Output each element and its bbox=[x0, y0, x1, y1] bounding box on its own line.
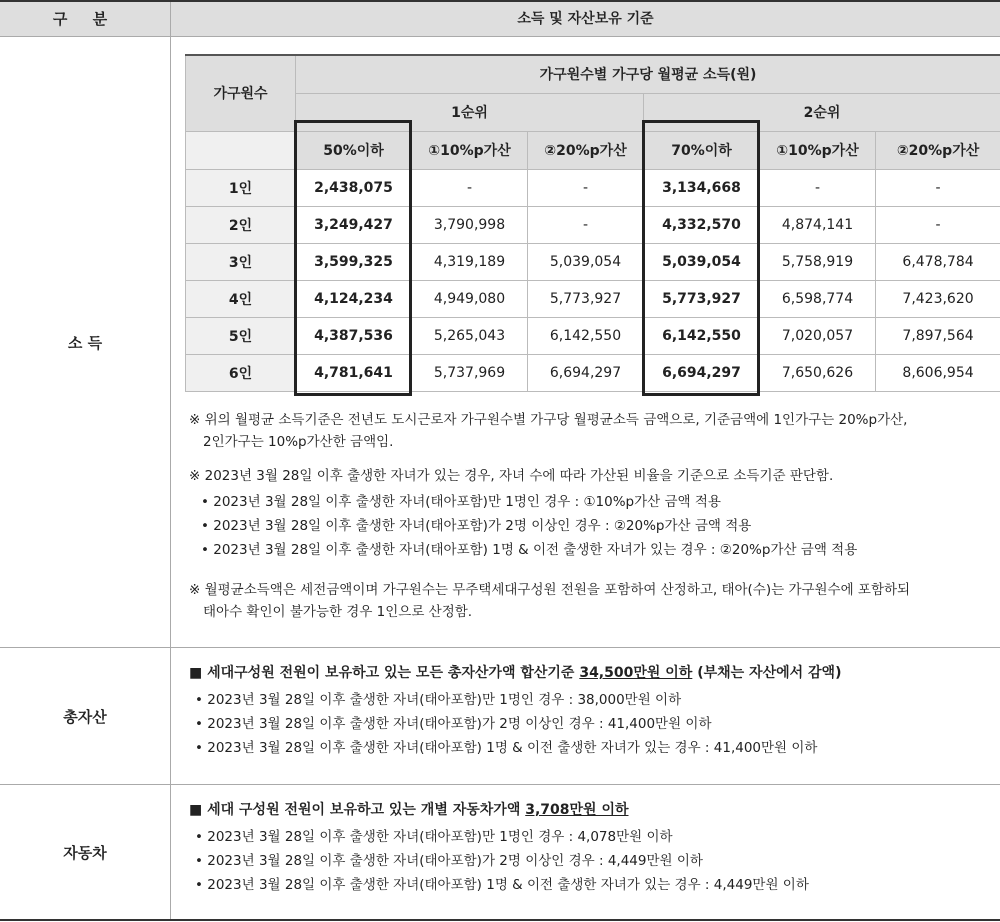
bullet-item: • 2023년 3월 28일 이후 출생한 자녀(태아포함)만 1명인 경우 : 4,078만원 이하 bbox=[195, 829, 673, 845]
table-cell: 6,694,297 bbox=[528, 354, 644, 391]
table-cell: 5,737,969 bbox=[412, 354, 528, 391]
table-row bbox=[186, 317, 1000, 354]
rank2-header: 2순위 bbox=[644, 93, 1000, 131]
assets-label: 총자산 bbox=[0, 648, 171, 784]
table-cell: 5,039,054 bbox=[644, 243, 760, 280]
table-cell: 7,650,626 bbox=[760, 354, 876, 391]
assets-limit: 34,500만원 이하 bbox=[579, 665, 693, 681]
table-cell: - bbox=[760, 169, 876, 206]
bullet-item: • 2023년 3월 28일 이후 출생한 자녀(태아포함)만 1명인 경우 : 38,000만원 이하 bbox=[195, 692, 682, 708]
car-section bbox=[0, 785, 1000, 921]
col-header: ②20%p가산 bbox=[528, 131, 644, 169]
note-line: 2인가구는 10%p가산한 금액임. bbox=[203, 434, 394, 450]
note-line: ※ 위의 월평균 소득기준은 전년도 도시근로자 가구원수별 가구당 월평균소득 금액으로, 기준금액에 1인가구는 20%p가산, bbox=[189, 412, 908, 428]
car-bullets bbox=[195, 825, 809, 897]
row-header: 3인 bbox=[186, 243, 296, 280]
car-body bbox=[171, 785, 1000, 919]
table-cell: 4,332,570 bbox=[644, 206, 760, 243]
col-header: 50%이하 bbox=[296, 131, 412, 169]
income-table bbox=[185, 54, 1000, 392]
income-body bbox=[171, 37, 1000, 647]
assets-section bbox=[0, 648, 1000, 785]
row-header: 4인 bbox=[186, 280, 296, 317]
bullet-item: • 2023년 3월 28일 이후 출생한 자녀(태아포함)가 2명 이상인 경우 : ②20%p가산 금액 적용 bbox=[201, 518, 752, 534]
assets-bullets bbox=[195, 688, 817, 760]
row-header: 6인 bbox=[186, 354, 296, 391]
table-cell: 4,319,189 bbox=[412, 243, 528, 280]
table-cell: 8,606,954 bbox=[876, 354, 1000, 391]
table-cell: - bbox=[528, 169, 644, 206]
table-row bbox=[186, 354, 1000, 391]
table-cell: 4,781,641 bbox=[296, 354, 412, 391]
bullet-item: • 2023년 3월 28일 이후 출생한 자녀(태아포함) 1명 & 이전 출생한 자녀가 있는 경우 : 41,400만원 이하 bbox=[195, 740, 818, 756]
assets-headline: ■ 세대구성원 전원이 보유하고 있는 모든 총자산가액 합산기준 34,500만원 이하 (부채는 자산에서 감액) bbox=[189, 665, 842, 681]
row-header: 2인 bbox=[186, 206, 296, 243]
table-cell: - bbox=[876, 169, 1000, 206]
table-cell: 5,758,919 bbox=[760, 243, 876, 280]
note-children-bullets bbox=[201, 490, 857, 562]
table-cell: 4,874,141 bbox=[760, 206, 876, 243]
car-label: 자동차 bbox=[0, 785, 171, 919]
income-group-header: 가구원수별 가구당 월평균 소득(원) bbox=[296, 55, 1000, 93]
household-size-header: 가구원수 bbox=[186, 55, 296, 131]
bullet-item: • 2023년 3월 28일 이후 출생한 자녀(태아포함)만 1명인 경우 : ①10%p가산 금액 적용 bbox=[201, 494, 721, 510]
col-header: ①10%p가산 bbox=[412, 131, 528, 169]
table-cell: 2,438,075 bbox=[296, 169, 412, 206]
bullet-item: • 2023년 3월 28일 이후 출생한 자녀(태아포함)가 2명 이상인 경우 : 4,449만원 이하 bbox=[195, 853, 703, 869]
col-header: ②20%p가산 bbox=[876, 131, 1000, 169]
note-line: 태아수 확인이 불가능한 경우 1인으로 산정함. bbox=[203, 604, 473, 620]
table-cell: 6,142,550 bbox=[644, 317, 760, 354]
rank1-header: 1순위 bbox=[296, 93, 644, 131]
table-cell: 6,478,784 bbox=[876, 243, 1000, 280]
note-pretax bbox=[189, 579, 910, 623]
table-cell: 4,387,536 bbox=[296, 317, 412, 354]
table-cell: 5,265,043 bbox=[412, 317, 528, 354]
bullet-item: • 2023년 3월 28일 이후 출생한 자녀(태아포함) 1명 & 이전 출생한 자녀가 있는 경우 : 4,449만원 이하 bbox=[195, 877, 809, 893]
table-cell: 3,599,325 bbox=[296, 243, 412, 280]
table-cell: 3,134,668 bbox=[644, 169, 760, 206]
table-row bbox=[186, 280, 1000, 317]
table-cell: 6,598,774 bbox=[760, 280, 876, 317]
table-cell: 7,423,620 bbox=[876, 280, 1000, 317]
bullet-item: • 2023년 3월 28일 이후 출생한 자녀(태아포함) 1명 & 이전 출생한 자녀가 있는 경우 : ②20%p가산 금액 적용 bbox=[201, 542, 858, 558]
car-limit: 3,708만원 이하 bbox=[525, 802, 629, 818]
table-cell: 6,694,297 bbox=[644, 354, 760, 391]
car-headline: ■ 세대 구성원 전원이 보유하고 있는 개별 자동차가액 3,708만원 이하 bbox=[189, 802, 629, 818]
bullet-item: • 2023년 3월 28일 이후 출생한 자녀(태아포함)가 2명 이상인 경우 : 41,400만원 이하 bbox=[195, 716, 712, 732]
income-section bbox=[0, 37, 1000, 648]
table-cell: 5,773,927 bbox=[644, 280, 760, 317]
table-cell: - bbox=[412, 169, 528, 206]
table-cell: 3,790,998 bbox=[412, 206, 528, 243]
note-line: ※ 월평균소득액은 세전금액이며 가구원수는 무주택세대구성원 전원을 포함하여 산정하고, 태아(수)는 가구원수에 포함하되 bbox=[189, 582, 911, 598]
table-cell: 3,249,427 bbox=[296, 206, 412, 243]
table-row bbox=[186, 206, 1000, 243]
table-cell: 4,949,080 bbox=[412, 280, 528, 317]
table-cell: - bbox=[876, 206, 1000, 243]
income-label: 소 득 bbox=[0, 37, 171, 647]
table-cell: 5,773,927 bbox=[528, 280, 644, 317]
table-cell: 7,020,057 bbox=[760, 317, 876, 354]
table-cell: 5,039,054 bbox=[528, 243, 644, 280]
header-category: 구 분 bbox=[0, 2, 171, 36]
table-cell: 6,142,550 bbox=[528, 317, 644, 354]
table-row bbox=[186, 243, 1000, 280]
note-children bbox=[189, 465, 833, 487]
col-header: ①10%p가산 bbox=[760, 131, 876, 169]
row-header: 1인 bbox=[186, 169, 296, 206]
table-cell: 4,124,234 bbox=[296, 280, 412, 317]
header-row bbox=[0, 2, 1000, 37]
note-income-basis bbox=[189, 409, 907, 453]
table-cell: - bbox=[528, 206, 644, 243]
note-line: ※ 2023년 3월 28일 이후 출생한 자녀가 있는 경우, 자녀 수에 따라 가산된 비율을 기준으로 소득기준 판단함. bbox=[189, 468, 834, 484]
row-header: 5인 bbox=[186, 317, 296, 354]
table-row bbox=[186, 169, 1000, 206]
col-header: 70%이하 bbox=[644, 131, 760, 169]
table-cell: 7,897,564 bbox=[876, 317, 1000, 354]
header-criteria: 소득 및 자산보유 기준 bbox=[517, 11, 654, 27]
assets-body bbox=[171, 648, 1000, 784]
